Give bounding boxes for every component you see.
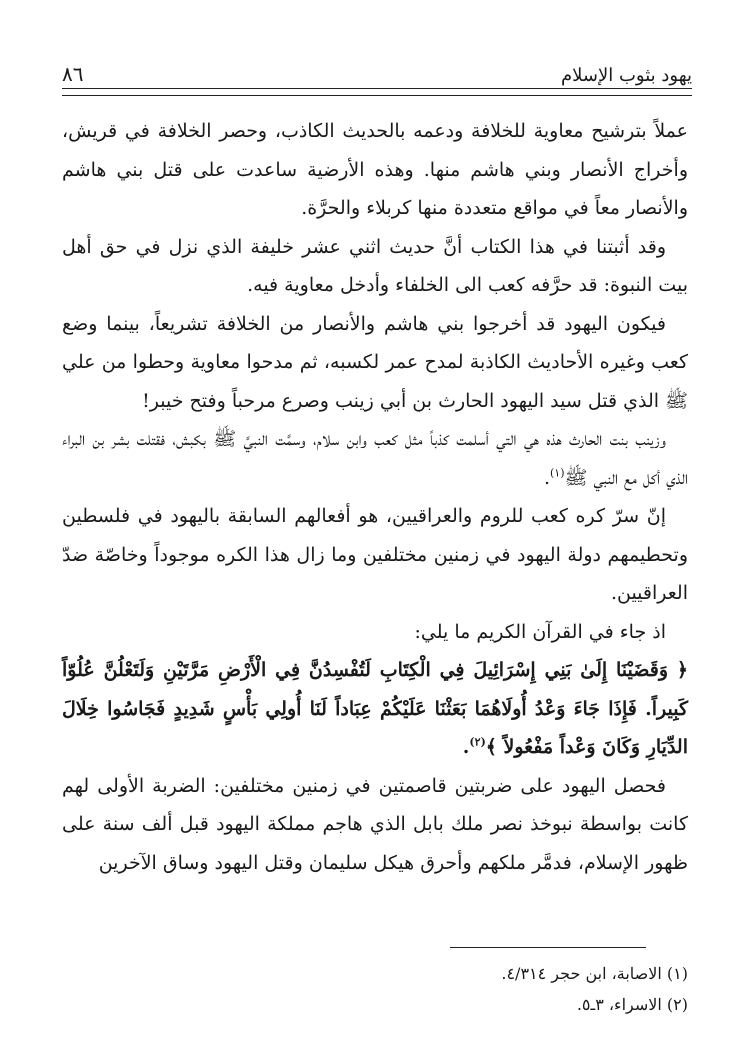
footnote-ref-2[interactable]: (٢) xyxy=(469,735,486,749)
paragraph-5: إنّ سرّ كره كعب للروم والعراقيين، هو أفعالهم السابقة باليهود في فلسطين وتحطيمهم دولة اليهود في زمنين مختلفين وما زال هذا الكره موجوداً وخاصّة ضدّ العراقيين. xyxy=(62,505,688,604)
paragraph-3: فيكون اليهود قد أخرجوا بني هاشم والأنصار من الخلافة تشريعاً، بينما وضع كعب وغيره الأحاديث الكاذبة لمدح عمر لكسبه، ثم مدحوا معاوية وحطوا من علي ﷺ الذي قتل سيد اليهود الحارث بن أبي زينب وصرع مرحباً وفتح خيبر! xyxy=(62,312,688,412)
footnotes xyxy=(300,958,688,1020)
footnote-separator xyxy=(450,947,646,948)
paragraph-4-text: وزينب بنت الحارث هذه هي التي أسلمت كذباً مثل كعب وابن سلام، وسمَّت النبيَّ ﷺ بكبش، فقتلت بشر بن البراء الذي أكل مع النبي ﷺ xyxy=(62,428,688,489)
paragraph-4 xyxy=(62,420,688,497)
footnote-ref-1[interactable]: (١) xyxy=(550,466,565,480)
header-double-rule xyxy=(62,88,692,96)
footnote-1: (١) الاصابة، ابن حجر ٤/٣١٤. xyxy=(501,964,688,983)
paragraph-1: عملاً بترشيح معاوية للخلافة ودعمه بالحديث الكاذب، وحصر الخلافة في قريش، وأخراج الأنصار وبني هاشم منها. وهذه الأرضية ساعدت على قتل بني هاشم والأنصار معاً في مواقع متعددة منها كربلاء والحرَّة. xyxy=(62,120,688,219)
quran-verse-text: ﴿ وَقَضَيْنَا إِلَىٰ بَنِي إِسْرَائِيلَ فِي الْكِتَابِ لَتُفْسِدُنَّ فِي الْأَرْضِ مَرَّتَيْنِ وَلَتَعْلُنَّ عُلُوّاً كَبِيراً. فَإِذَا جَاءَ وَعْدُ أُولَاهُمَا بَعَثْنَا عَلَيْكُمْ عِبَاداً لَنَا أُولِي بَأْسٍ شَدِيدٍ فَجَاسُوا خِلَالَ الدِّيَارِ وَكَانَ وَعْداً مَفْعُولاً ﴾ xyxy=(62,659,688,758)
page-number: ٨٦ xyxy=(62,62,84,86)
quran-verse-end: . xyxy=(462,736,470,758)
paragraph-4-end: . xyxy=(543,466,550,489)
quran-verse xyxy=(62,651,688,767)
footnote-2: (٢) الاسراء، ٣ـ٥. xyxy=(576,995,688,1014)
running-title: يهود بثوب الإسلام xyxy=(561,65,692,86)
paragraph-6: اذ جاء في القرآن الكريم ما يلي: xyxy=(414,620,666,643)
paragraph-7: فحصل اليهود على ضربتين قاصمتين في زمنين مختلفين: الضربة الأولى لهم كانت بواسطة نبوخذ نصر ملك بابل الذي هاجم مملكة اليهود قبل ألف سنة على ظهور الإسلام، فدمَّر ملكهم وأحرق هيكل سليمان وقتل اليهود وساق الآخرين xyxy=(62,774,688,874)
page-header xyxy=(62,56,692,86)
main-text xyxy=(62,112,688,882)
paragraph-2: وقد أثبتنا في هذا الكتاب أنَّ حديث اثني عشر خليفة الذي نزل في حق أهل بيت النبوة: قد حرَّفه كعب الى الخلفاء وأدخل معاوية فيه. xyxy=(62,235,688,296)
